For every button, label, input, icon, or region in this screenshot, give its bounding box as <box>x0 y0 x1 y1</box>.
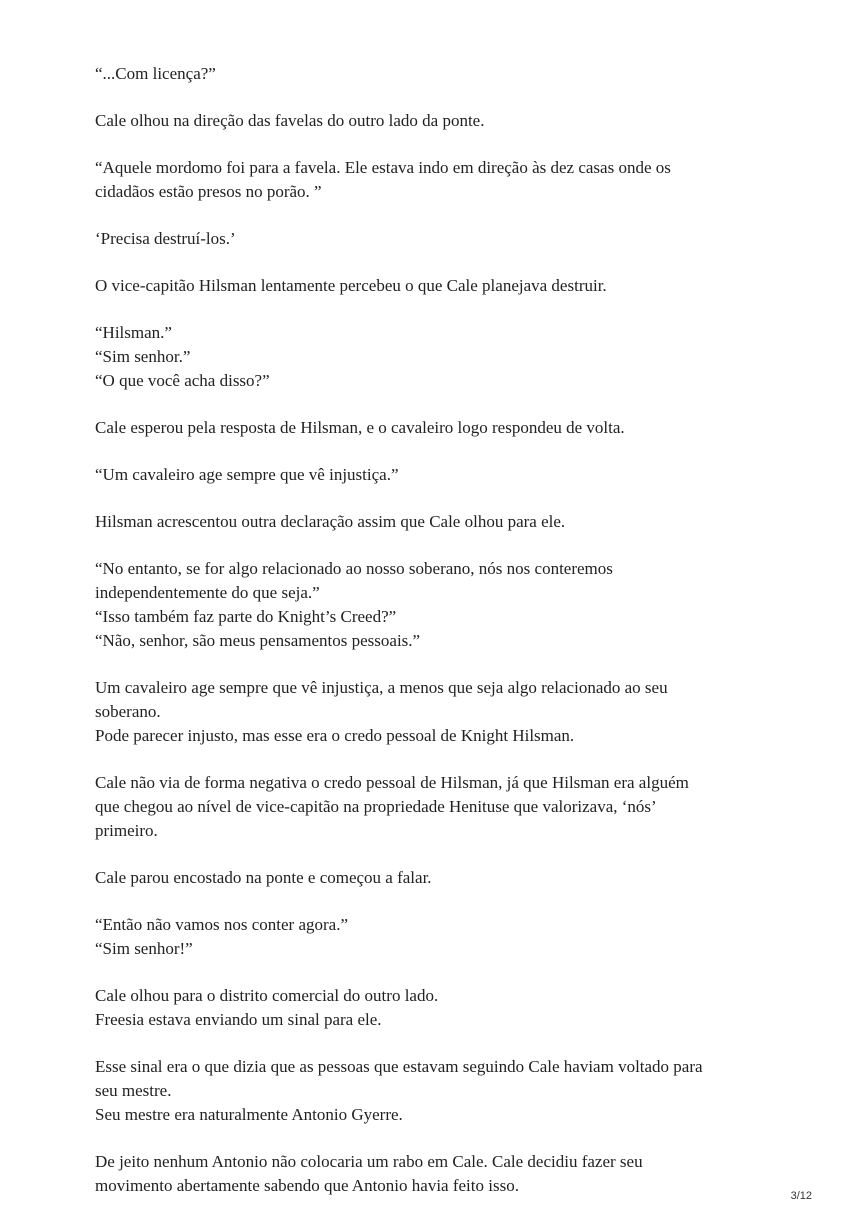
text-line: “O que você acha disso?” <box>95 371 270 390</box>
text-line: Seu mestre era naturalmente Antonio Gyerre. <box>95 1105 403 1124</box>
paragraph <box>95 984 795 1032</box>
paragraph <box>95 1055 795 1127</box>
text-line: “Então não vamos nos conter agora.” <box>95 915 349 934</box>
text-line: primeiro. <box>95 821 158 840</box>
text-line: Cale não via de forma negativa o credo pessoal de Hilsman, já que Hilsman era alguém <box>95 773 689 792</box>
text-line: cidadãos estão presos no porão. ” <box>95 182 322 201</box>
text-line: Esse sinal era o que dizia que as pessoas que estavam seguindo Cale haviam voltado para <box>95 1057 703 1076</box>
paragraph <box>95 416 795 440</box>
text-line: “Sim senhor!” <box>95 939 193 958</box>
text-line: Cale esperou pela resposta de Hilsman, e o cavaleiro logo respondeu de volta. <box>95 418 625 437</box>
text-line: “Um cavaleiro age sempre que vê injustiça.” <box>95 465 399 484</box>
text-line: “Aquele mordomo foi para a favela. Ele estava indo em direção às dez casas onde os <box>95 158 671 177</box>
text-line: Cale olhou para o distrito comercial do outro lado. <box>95 986 439 1005</box>
text-line: Um cavaleiro age sempre que vê injustiça, a menos que seja algo relacionado ao seu <box>95 678 668 697</box>
text-line: seu mestre. <box>95 1081 172 1100</box>
text-line: Cale olhou na direção das favelas do outro lado da ponte. <box>95 111 485 130</box>
paragraph <box>95 771 795 843</box>
text-line: independentemente do que seja.” <box>95 583 320 602</box>
text-line: Freesia estava enviando um sinal para ele. <box>95 1010 382 1029</box>
page-number: 3/12 <box>790 1190 812 1202</box>
paragraph <box>95 227 795 251</box>
text-line: “Hilsman.” <box>95 323 172 342</box>
text-line: “Sim senhor.” <box>95 347 191 366</box>
paragraph <box>95 557 795 653</box>
paragraph <box>95 62 795 86</box>
text-line: De jeito nenhum Antonio não colocaria um rabo em Cale. Cale decidiu fazer seu <box>95 1152 643 1171</box>
paragraph <box>95 109 795 133</box>
text-line: Pode parecer injusto, mas esse era o credo pessoal de Knight Hilsman. <box>95 726 575 745</box>
text-line: Hilsman acrescentou outra declaração assim que Cale olhou para ele. <box>95 512 566 531</box>
paragraph <box>95 463 795 487</box>
text-line: “No entanto, se for algo relacionado ao nosso soberano, nós nos conteremos <box>95 559 613 578</box>
paragraph <box>95 913 795 961</box>
paragraph <box>95 321 795 393</box>
text-line: movimento abertamente sabendo que Antonio havia feito isso. <box>95 1176 519 1195</box>
text-line: “Não, senhor, são meus pensamentos pessoais.” <box>95 631 421 650</box>
text-line: ‘Precisa destruí-los.’ <box>95 229 236 248</box>
text-line: soberano. <box>95 702 161 721</box>
paragraph <box>95 1150 795 1198</box>
text-line: Cale parou encostado na ponte e começou a falar. <box>95 868 432 887</box>
paragraph <box>95 676 795 748</box>
text-line: “Isso também faz parte do Knight’s Creed?” <box>95 607 397 626</box>
text-line: O vice-capitão Hilsman lentamente percebeu o que Cale planejava destruir. <box>95 276 607 295</box>
paragraph <box>95 866 795 890</box>
paragraph <box>95 510 795 534</box>
paragraph <box>95 156 795 204</box>
text-line: que chegou ao nível de vice-capitão na propriedade Henituse que valorizava, ‘nós’ <box>95 797 657 816</box>
document-body <box>95 62 795 1221</box>
paragraph <box>95 274 795 298</box>
text-line: “...Com licença?” <box>95 64 216 83</box>
